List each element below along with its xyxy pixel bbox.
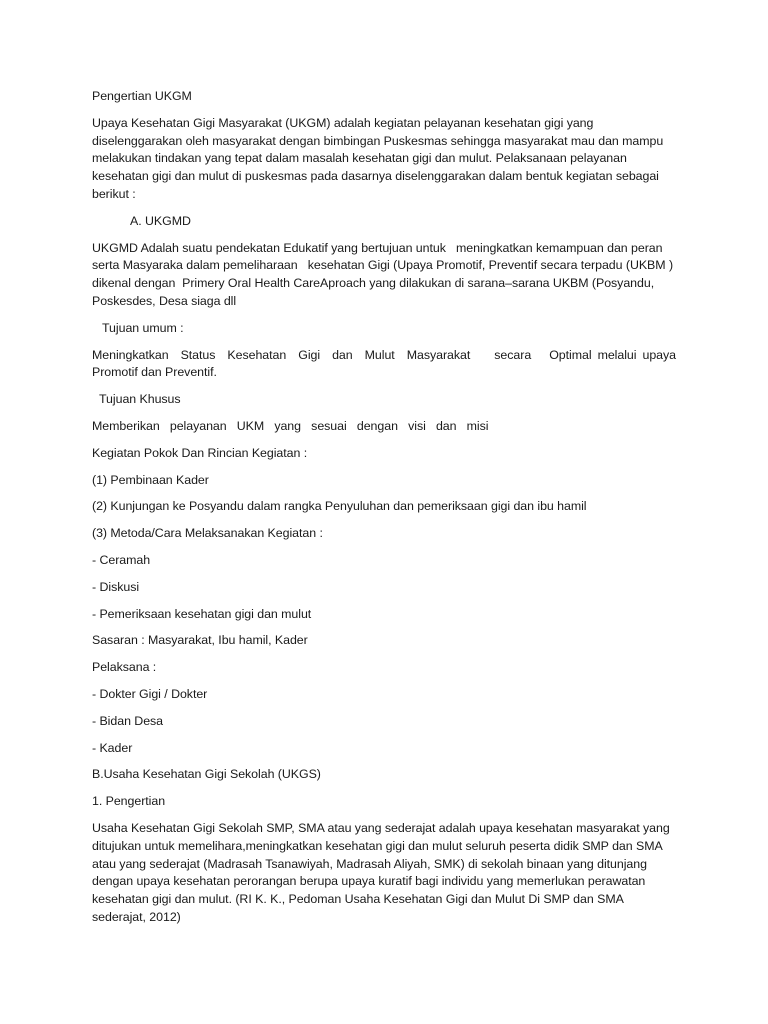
tujuan-khusus-label: Tujuan Khusus bbox=[99, 392, 181, 407]
section-b-heading: B.Usaha Kesehatan Gigi Sekolah (UKGS) bbox=[92, 767, 321, 782]
pelaksana-item: - Dokter Gigi / Dokter bbox=[92, 686, 208, 701]
tujuan-umum-line-2: Promotif dan Preventif. bbox=[92, 365, 217, 380]
pelaksana-item: - Kader bbox=[92, 740, 133, 755]
intro-paragraph: Upaya Kesehatan Gigi Masyarakat (UKGM) adalah kegiatan pelayanan kesehatan gigi yang diselenggarakan oleh masyarakat dengan bimbingan Puskesmas sehingga masyarakat mau dan mampu melakukan tindakan yang tepat dalam masalah kesehatan gigi dan mulut. Pelaksanaan pelayanan kesehatan gigi dan mulut di puskesmas pada dasarnya diselenggarakan dalam bentuk kegiatan sebagai berikut : bbox=[92, 115, 667, 201]
document-page bbox=[92, 88, 676, 927]
section-a-paragraph: UKGMD Adalah suatu pendekatan Edukatif yang bertujuan untuk meningkatkan kemampuan dan peran serta Masyaraka dalam pemeliharaan kesehatan Gigi (Upaya Promotif, Preventif secara terpadu (UKBM ) dikenal dengan Primery Oral Health CareAproach yang dilakukan di sarana–sarana UKBM (Posyandu, Poskesdes, Desa siaga dll bbox=[92, 240, 677, 308]
metoda-item: - Diskusi bbox=[92, 579, 140, 594]
tujuan-umum-line-1: Meningkatkan Status Kesehatan Gigi dan Mulut Masyarakat secara Optimal melalui upaya bbox=[92, 347, 676, 362]
metoda-item: - Ceramah bbox=[92, 552, 151, 567]
kegiatan-item: (1) Pembinaan Kader bbox=[92, 472, 209, 487]
section-b-paragraph: Usaha Kesehatan Gigi Sekolah SMP, SMA atau yang sederajat adalah upaya kesehatan masyarakat yang ditujukan untuk memelihara,meningkatkan kesehatan gigi dan mulut seluruh peserta didik SMP dan SMA atau yang sederajat (Madrasah Tsanawiyah, Madrasah Aliyah, SMK) di sekolah binaan yang ditunjang dengan upaya kesehatan perorangan berupa upaya kuratif bagi individu yang memerlukan perawatan kesehatan gigi dan mulut. (RI K. K., Pedoman Usaha Kesehatan Gigi dan Mulut Di SMP dan SMA sederajat, 2012) bbox=[92, 820, 674, 924]
kegiatan-label: Kegiatan Pokok Dan Rincian Kegiatan : bbox=[92, 445, 308, 460]
kegiatan-item: (3) Metoda/Cara Melaksanakan Kegiatan : bbox=[92, 526, 323, 541]
metoda-item: - Pemeriksaan kesehatan gigi dan mulut bbox=[92, 606, 312, 621]
pelaksana-label: Pelaksana : bbox=[92, 660, 157, 675]
tujuan-khusus-paragraph: Memberikan pelayanan UKM yang sesuai dengan visi dan misi bbox=[92, 418, 489, 433]
section-a-heading: A. UKGMD bbox=[130, 213, 191, 228]
tujuan-umum-label: Tujuan umum : bbox=[102, 320, 184, 335]
pelaksana-item: - Bidan Desa bbox=[92, 713, 164, 728]
document-title: Pengertian UKGM bbox=[92, 89, 192, 103]
kegiatan-item: (2) Kunjungan ke Posyandu dalam rangka Penyuluhan dan pemeriksaan gigi dan ibu hamil bbox=[92, 499, 587, 514]
section-b-subheading: 1. Pengertian bbox=[92, 794, 166, 809]
sasaran-line: Sasaran : Masyarakat, Ibu hamil, Kader bbox=[92, 633, 308, 648]
